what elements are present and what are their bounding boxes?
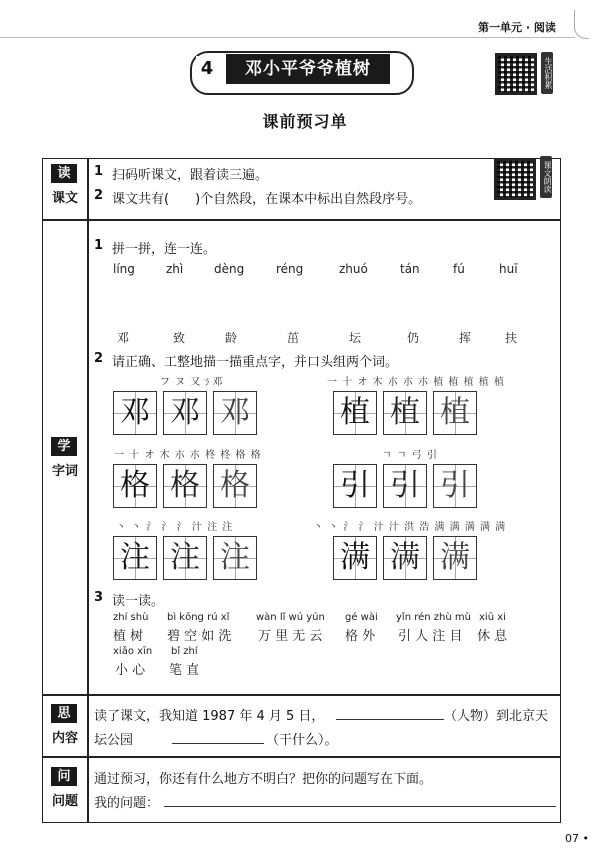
- page-number: 07 •: [565, 832, 589, 845]
- word-pinyin: zhí shù: [113, 612, 149, 623]
- stroke-order: フ ヌ 又ㄋ邓: [160, 377, 224, 388]
- pinyin-item: tán: [400, 262, 420, 276]
- word-hanzi: 碧 空 如 洗: [167, 629, 232, 644]
- think-label: 内容: [51, 731, 78, 746]
- ask-prompt: 通过预习，你还有什么地方不明白？把你的问题写在下面。: [94, 772, 433, 787]
- lesson-title: 邓小平爷爷植树: [226, 54, 390, 84]
- learn-badge: 学: [51, 437, 77, 456]
- tracing-grid[interactable]: 邓: [213, 391, 257, 435]
- match-char: 扶: [505, 331, 518, 345]
- stroke-order: 丶 丶 氵 氵 汁 汁 洪 浩 满 满 满 满 满: [313, 522, 507, 533]
- word-hanzi: 万 里 无 云: [258, 629, 323, 644]
- unit-header: 第一单元 · 阅读: [478, 21, 556, 34]
- think-line1-start: 读了课文，我知道 1987 年 4 月 5 日，: [94, 709, 325, 724]
- lesson-number: 4: [196, 56, 218, 82]
- pinyin-item: réng: [276, 262, 304, 276]
- read-item2: 课文共有( )个自然段，在课本中标出自然段序号。: [112, 192, 422, 207]
- sheet-title: 课前预习单: [262, 112, 348, 131]
- word-hanzi: 引 人 注 目: [398, 629, 463, 644]
- row-divider-read: [42, 219, 561, 221]
- match-char: 茁: [287, 331, 300, 345]
- pinyin-item: zhuó: [339, 262, 368, 276]
- ask-badge: 问: [51, 767, 77, 786]
- word-pinyin: xiǎo xīn: [113, 646, 153, 657]
- tracing-grid[interactable]: 引: [383, 464, 427, 508]
- pinyin-item: fú: [453, 262, 465, 276]
- read-item2-number: 2: [94, 188, 104, 203]
- match-char: 龄: [225, 331, 238, 345]
- word-hanzi: 小 心: [115, 663, 146, 678]
- row-divider-learn: [42, 694, 561, 696]
- match-char: 邓: [117, 331, 130, 345]
- q2-number: 2: [94, 351, 104, 366]
- read-item1: 扫码听课文，跟着读三遍。: [112, 168, 269, 183]
- pinyin-item: dèng: [214, 262, 245, 276]
- tracing-grid[interactable]: 格: [113, 464, 157, 508]
- qr-tag: 生活积累: [541, 52, 553, 94]
- tracing-grid[interactable]: 满: [383, 536, 427, 580]
- word-pinyin: bì kōng rú xǐ: [167, 612, 230, 623]
- person-blank[interactable]: [336, 719, 444, 720]
- stroke-order: 丶 丶 氵 氵 氵 汁 注 注: [116, 522, 234, 533]
- word-hanzi: 格 外: [345, 629, 376, 644]
- qr-tag: 课文朗读: [540, 156, 552, 198]
- word-pinyin: gé wài: [345, 612, 378, 623]
- word-pinyin: xiū xi: [479, 612, 506, 623]
- qr-code-icon[interactable]: [495, 53, 537, 95]
- think-badge: 思: [51, 704, 77, 723]
- word-pinyin: bǐ zhí: [171, 646, 198, 657]
- tracing-grid[interactable]: 邓: [163, 391, 207, 435]
- stroke-order: 一 十 オ 木 朩 朩 柊 柊 格 格: [114, 450, 262, 461]
- match-char: 致: [173, 331, 186, 345]
- word-hanzi: 植 树: [113, 629, 144, 644]
- read-label: 课文: [51, 191, 78, 206]
- think-line2-end: （干什么）。: [266, 733, 338, 748]
- match-char: 坛: [349, 331, 362, 345]
- tracing-grid[interactable]: 植: [383, 391, 427, 435]
- read-badge: 读: [51, 164, 77, 183]
- table-column-divider: [87, 158, 89, 823]
- q3-number: 3: [94, 590, 104, 605]
- action-blank[interactable]: [172, 743, 264, 744]
- header-corner-decoration: [574, 10, 589, 39]
- learn-label: 字词: [51, 464, 78, 479]
- tracing-grid[interactable]: 植: [333, 391, 377, 435]
- think-line1-end: （人物）到北京天: [444, 709, 549, 724]
- q1-text: 拼一拼，连一连。: [112, 242, 217, 257]
- stroke-order: 一 十 オ 木 朩 朩 朩 植 植 植 植 植: [327, 377, 505, 388]
- word-pinyin: wàn lǐ wú yún: [256, 612, 325, 623]
- tracing-grid[interactable]: 格: [213, 464, 257, 508]
- word-pinyin: yǐn rén zhù mù: [396, 612, 471, 623]
- read-item1-number: 1: [94, 164, 104, 179]
- tracing-grid[interactable]: 满: [433, 536, 477, 580]
- tracing-grid[interactable]: 注: [113, 536, 157, 580]
- pinyin-item: zhì: [166, 262, 184, 276]
- tracing-grid[interactable]: 注: [213, 536, 257, 580]
- match-char: 挥: [459, 331, 472, 345]
- think-line2-start: 坛公园: [94, 733, 134, 748]
- tracing-grid[interactable]: 邓: [113, 391, 157, 435]
- tracing-grid[interactable]: 引: [333, 464, 377, 508]
- q2-text: 请正确、工整地描一描重点字，并口头组两个词。: [112, 355, 399, 370]
- q3-text: 读一读。: [112, 594, 165, 609]
- tracing-grid[interactable]: 植: [433, 391, 477, 435]
- q1-number: 1: [94, 238, 104, 253]
- pinyin-item: huī: [499, 262, 518, 276]
- word-hanzi: 休 息: [477, 629, 508, 644]
- tracing-grid[interactable]: 引: [433, 464, 477, 508]
- tracing-grid[interactable]: 注: [163, 536, 207, 580]
- word-hanzi: 笔 直: [169, 663, 200, 678]
- stroke-order: ㄱ ㄱ 弓 引: [382, 450, 438, 461]
- ask-label: 问题: [51, 794, 78, 809]
- my-question-label: 我的问题：: [94, 796, 160, 811]
- question-answer-line[interactable]: [164, 806, 556, 807]
- tracing-grid[interactable]: 格: [163, 464, 207, 508]
- pinyin-item: líng: [113, 262, 135, 276]
- row-divider-think: [42, 756, 561, 758]
- header-divider: [0, 37, 575, 38]
- match-char: 仍: [407, 331, 420, 345]
- tracing-grid[interactable]: 满: [333, 536, 377, 580]
- qr-code-icon[interactable]: [494, 158, 536, 200]
